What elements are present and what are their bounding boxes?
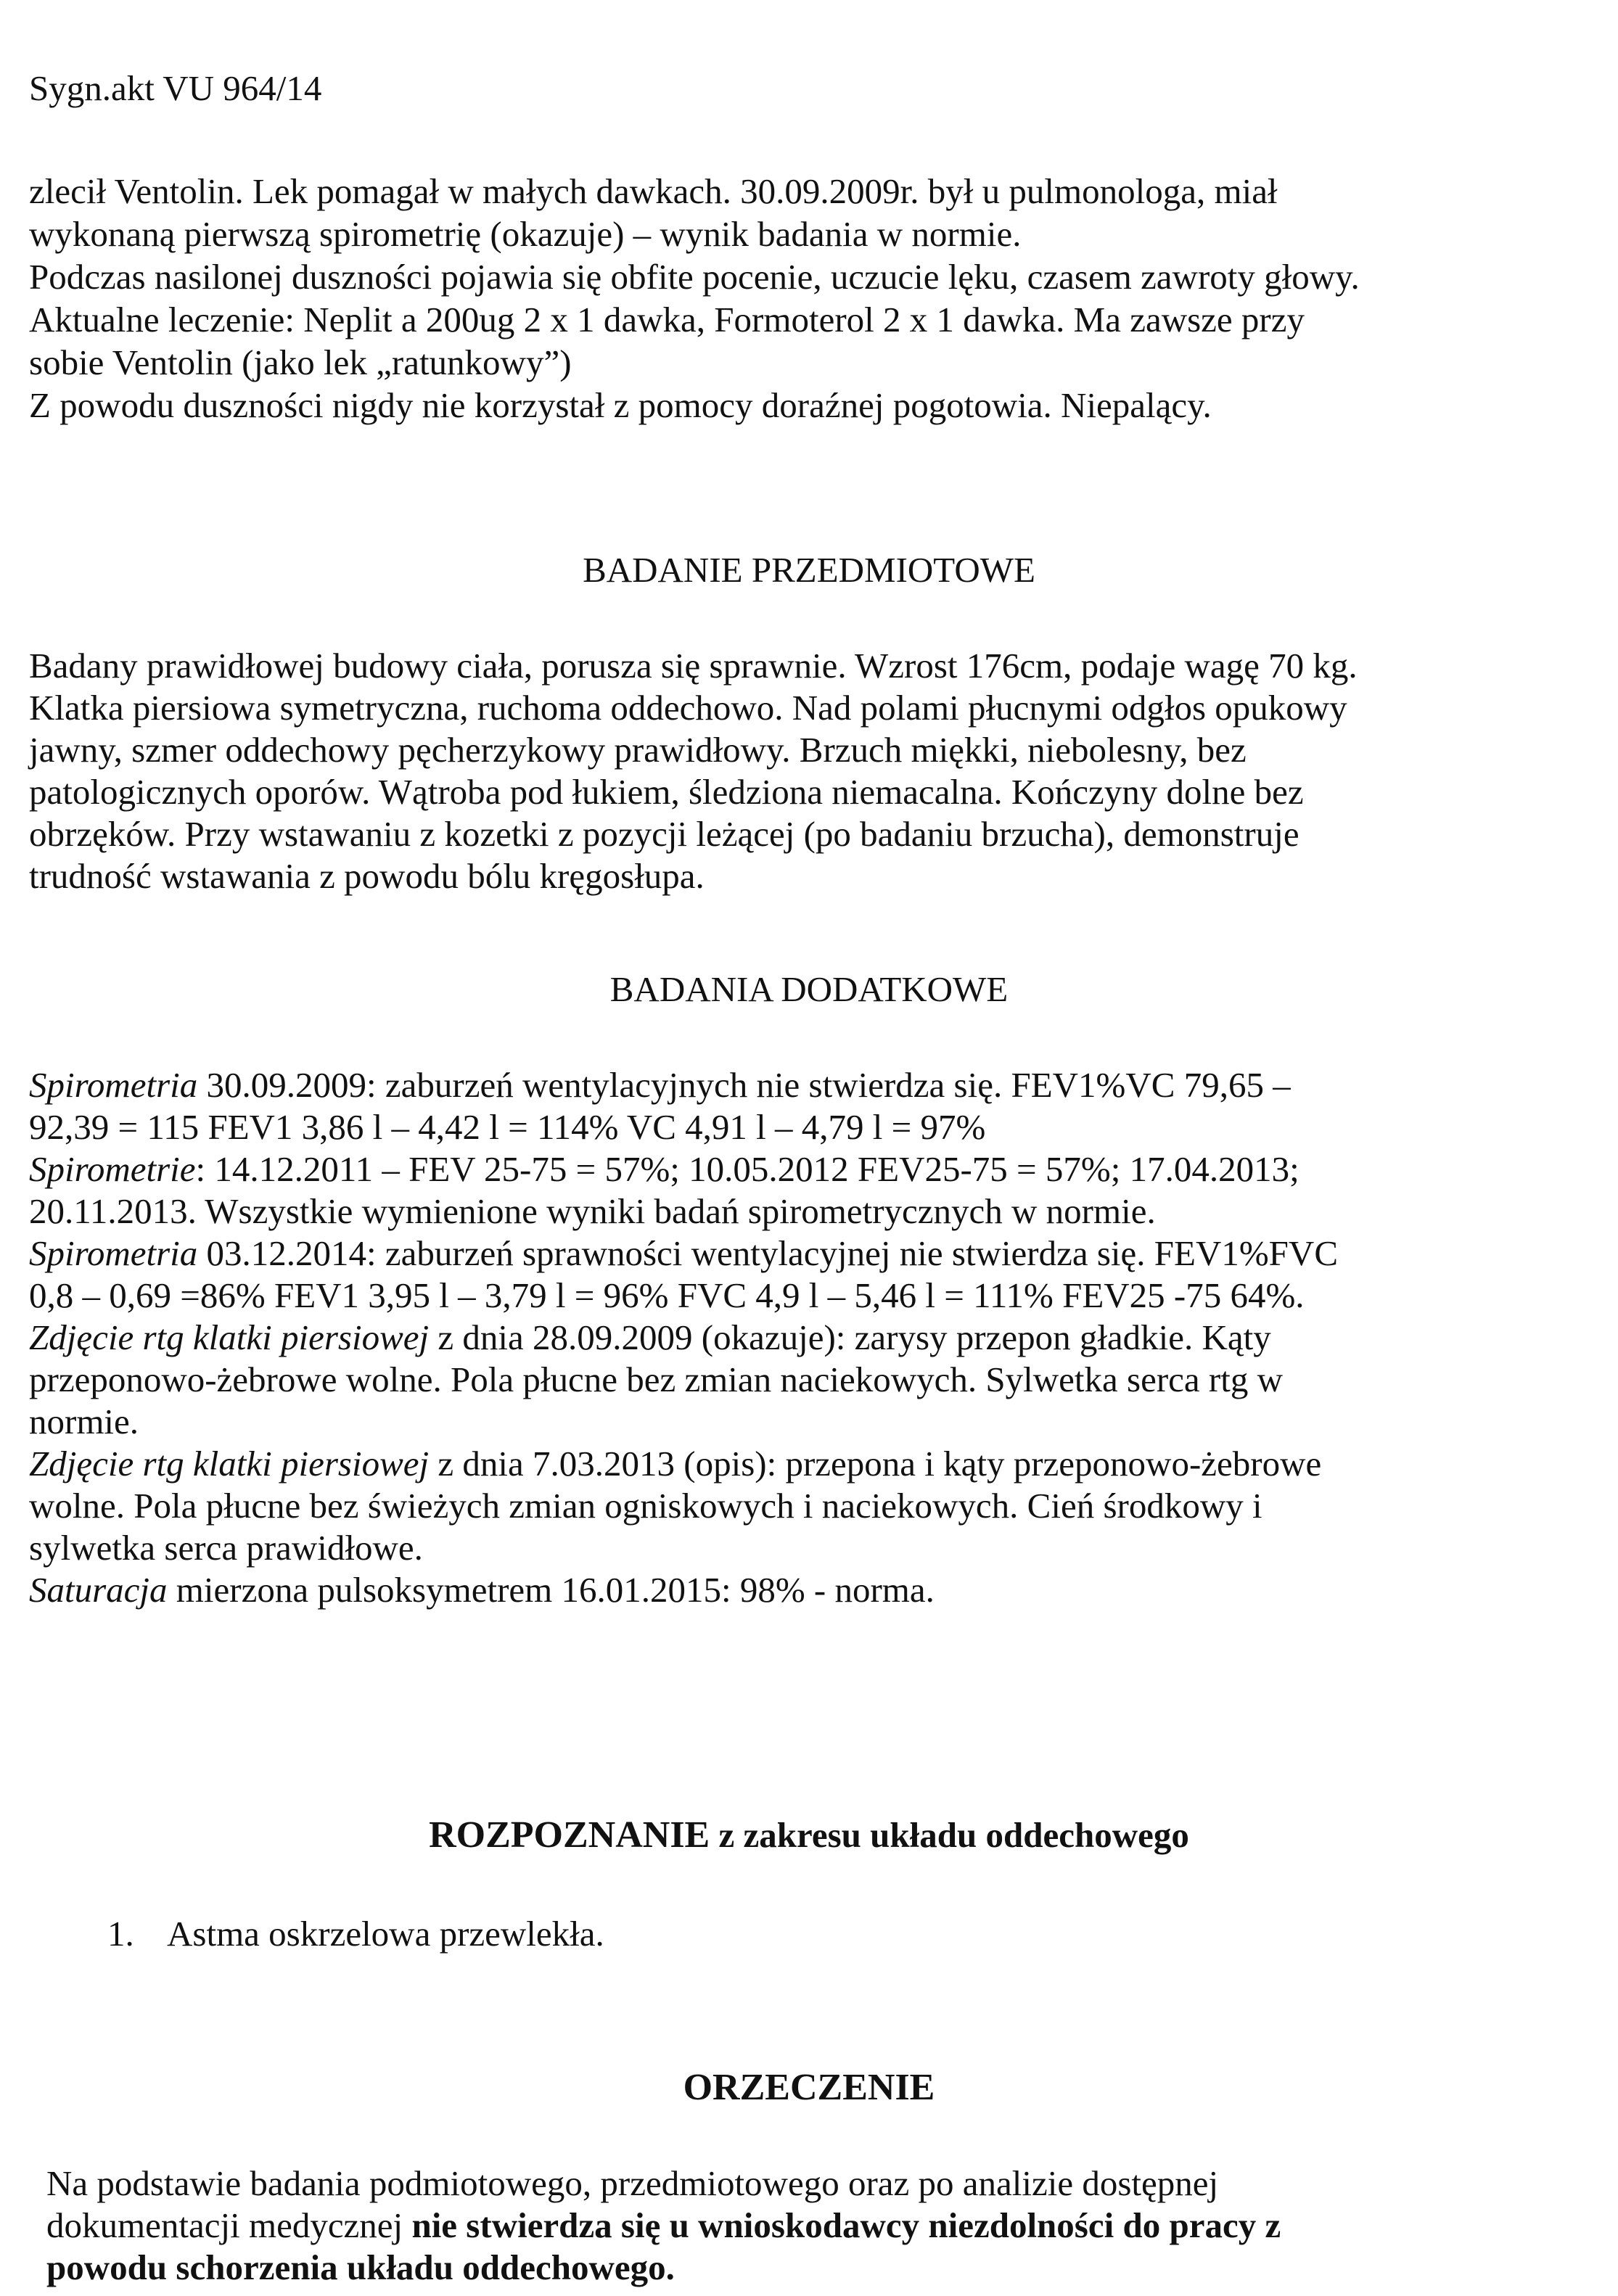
diagnosis-heading-rest: z zakresu układu oddechowego — [710, 1815, 1189, 1855]
diagnosis-item-text: Astma oskrzelowa przewlekła. — [167, 1914, 604, 1954]
additional-line-lead: Zdjęcie rtg klatki piersiowej — [29, 1317, 430, 1357]
history-line: wykonaną pierwszą spirometrię (okazuje) – wynik badania w normie. — [29, 214, 1022, 254]
ruling-conclusion-end: powodu schorzenia układu oddechowego. — [46, 2247, 675, 2287]
additional-line-text: sylwetka serca prawidłowe. — [29, 1528, 423, 1568]
history-line: Z powodu duszności nigdy nie korzystał z pomocy doraźnej pogotowia. Niepalący. — [29, 385, 1212, 425]
additional-line-text: mierzona pulsoksymetrem 16.01.2015: 98% - norma. — [167, 1570, 935, 1610]
exam-line: jawny, szmer oddechowy pęcherzykowy prawidłowy. Brzuch miękki, niebolesny, bez — [29, 730, 1247, 770]
additional-line — [29, 1526, 423, 1570]
additional-line — [29, 1106, 985, 1149]
additional-line — [29, 1358, 1283, 1402]
exam-line: obrzęków. Przy wstawaniu z kozetki z pozycji leżącej (po badaniu brzucha), demonstruje — [29, 814, 1299, 854]
additional-line-text: 0,8 – 0,69 =86% FEV1 3,95 l – 3,79 l = 96% FVC 4,9 l – 5,46 l = 111% FEV25 -75 64%. — [29, 1275, 1305, 1315]
additional-line-text: wolne. Pola płucne bez świeżych zmian ogniskowych i naciekowych. Cień środkowy i — [29, 1486, 1262, 1526]
additional-line-lead: Spirometria — [29, 1065, 198, 1105]
additional-line — [29, 1232, 1338, 1275]
additional-heading: BADANIA DODATKOWE — [609, 969, 1009, 1009]
additional-line-text: 03.12.2014: zaburzeń sprawności wentylacyjnej nie stwierdza się. FEV1%FVC — [197, 1233, 1339, 1273]
exam-line: trudność wstawania z powodu bólu kręgosłupa. — [29, 856, 705, 896]
additional-line-text: przeponowo-żebrowe wolne. Pola płucne bez zmian naciekowych. Sylwetka serca rtg w — [29, 1359, 1283, 1399]
additional-line — [29, 1442, 1321, 1486]
ruling-line-plain: dokumentacji medycznej — [46, 2205, 412, 2245]
diagnosis-heading-main: ROZPOZNANIE — [429, 1814, 710, 1856]
additional-line-text: normie. — [29, 1402, 139, 1441]
ruling-line: Na podstawie badania podmiotowego, przedmiotowego oraz po analizie dostępnej — [46, 2163, 1219, 2203]
exam-heading: BADANIE PRZEDMIOTOWE — [583, 550, 1035, 590]
additional-line-text: 20.11.2013. Wszystkie wymienione wyniki badań spirometrycznych w normie. — [29, 1191, 1156, 1231]
additional-line-text: z dnia 28.09.2009 (okazuje): zarysy przepon gładkie. Kąty — [429, 1317, 1271, 1357]
exam-line: Klatka piersiowa symetryczna, ruchoma oddechowo. Nad polami płucnymi odgłos opukowy — [29, 688, 1347, 728]
ruling-heading: ORZECZENIE — [683, 2067, 935, 2108]
additional-line — [29, 1190, 1156, 1233]
additional-line-lead: Zdjęcie rtg klatki piersiowej — [29, 1444, 430, 1484]
additional-line-lead: Spirometria — [29, 1233, 198, 1273]
additional-line — [29, 1063, 1291, 1107]
diagnosis-list-item — [107, 1912, 604, 1956]
additional-line — [29, 1274, 1305, 1317]
diagnosis-item-number: 1. — [107, 1914, 134, 1954]
additional-line — [29, 1484, 1262, 1528]
case-reference: Sygn.akt VU 964/14 — [29, 68, 322, 108]
exam-line: patologicznych oporów. Wątroba pod łukiem, śledziona niemacalna. Kończyny dolne bez — [29, 772, 1304, 812]
additional-line-text: 30.09.2009: zaburzeń wentylacyjnych nie stwierdza się. FEV1%VC 79,65 – — [197, 1065, 1291, 1105]
additional-line-text: z dnia 7.03.2013 (opis): przepona i kąty przeponowo-żebrowe — [429, 1444, 1322, 1484]
additional-line-text: : 14.12.2011 – FEV 25-75 = 57%; 10.05.2012 FEV25-75 = 57%; 17.04.2013; — [195, 1149, 1299, 1189]
additional-line-lead: Spirometrie — [29, 1149, 196, 1189]
additional-line-text: 92,39 = 115 FEV1 3,86 l – 4,42 l = 114% VC 4,91 l – 4,79 l = 97% — [29, 1107, 986, 1147]
additional-line — [29, 1568, 935, 1612]
diagnosis-heading — [0, 1814, 1618, 1857]
history-line: zlecił Ventolin. Lek pomagał w małych dawkach. 30.09.2009r. był u pulmonologa, miał — [29, 171, 1278, 211]
ruling-conclusion: nie stwierdza się u wnioskodawcy niezdolności do pracy z — [411, 2205, 1281, 2245]
history-line: sobie Ventolin (jako lek „ratunkowy”) — [29, 342, 572, 382]
additional-line — [29, 1316, 1271, 1359]
exam-line: Badany prawidłowej budowy ciała, porusza się sprawnie. Wzrost 176cm, podaje wagę 70 kg. — [29, 646, 1358, 686]
history-line: Podczas nasilonej duszności pojawia się obfite pocenie, uczucie lęku, czasem zawroty głowy. — [29, 257, 1360, 297]
ruling-line — [46, 2204, 1281, 2247]
additional-line-lead: Saturacja — [29, 1570, 168, 1610]
additional-line — [29, 1148, 1299, 1191]
additional-line — [29, 1400, 139, 1444]
history-line: Aktualne leczenie: Neplit a 200ug 2 x 1 dawka, Formoterol 2 x 1 dawka. Ma zawsze przy — [29, 300, 1305, 340]
